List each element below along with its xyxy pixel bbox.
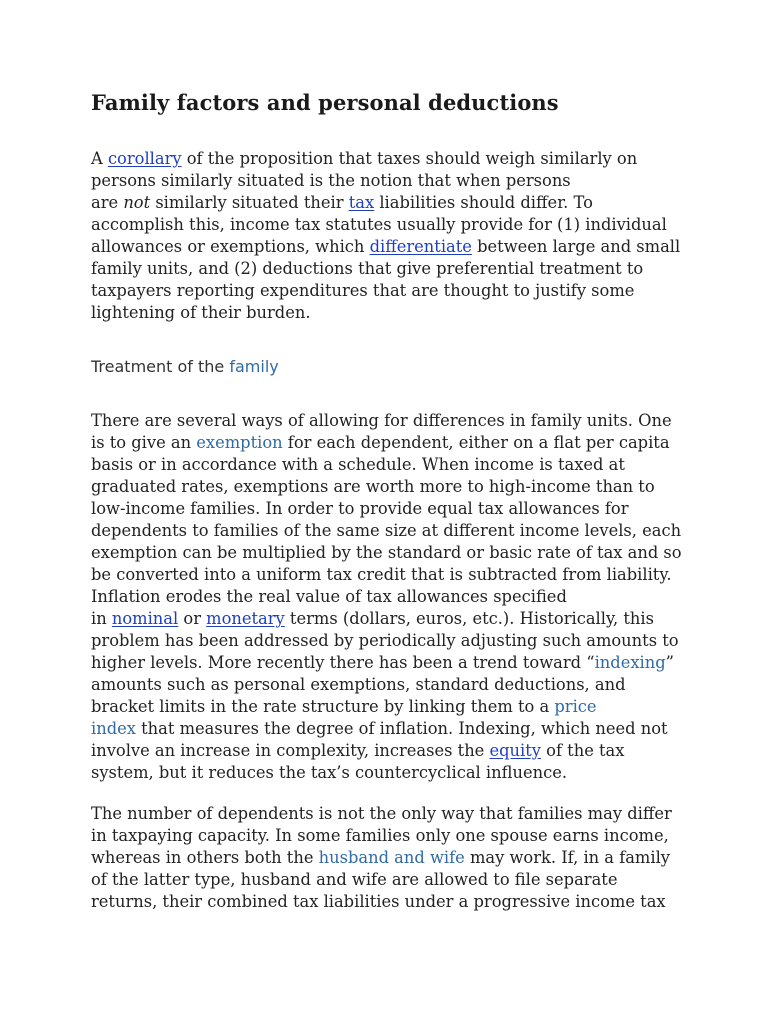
text-line: persons similarly situated is the notion that when persons <box>91 171 571 190</box>
text-line: whereas in others both the husband and wife may work. If, in a family <box>91 848 670 867</box>
text-line: There are several ways of allowing for differences in family units. One <box>91 411 672 430</box>
text-line: exemption can be multiplied by the standard or basic rate of tax and so <box>91 543 682 562</box>
link-price-index[interactable]: price <box>554 697 597 716</box>
link-tax[interactable]: tax <box>348 193 375 212</box>
text-line: bracket limits in the rate structure by linking them to a price <box>91 697 597 716</box>
text-line: higher levels. More recently there has been a trend toward “indexing” <box>91 653 674 672</box>
emphasis-not: not <box>123 193 151 212</box>
text-line: amounts such as personal exemptions, standard deductions, and <box>91 675 626 694</box>
text-line: index that measures the degree of inflation. Indexing, which need not <box>91 719 668 738</box>
link-family[interactable]: family <box>229 357 279 376</box>
text-line: of the latter type, husband and wife are allowed to file separate <box>91 870 618 889</box>
text-line: is to give an exemption for each dependent, either on a flat per capita <box>91 433 670 452</box>
link-equity[interactable]: equity <box>489 741 541 760</box>
link-differentiate[interactable]: differentiate <box>369 237 472 256</box>
link-corollary[interactable]: corollary <box>107 149 182 168</box>
text-line: A corollary of the proposition that taxes should weigh similarly on <box>91 149 638 168</box>
link-monetary[interactable]: monetary <box>206 609 285 628</box>
text-line: involve an increase in complexity, increases the equity of the tax <box>91 741 625 760</box>
text-line: family units, and (2) deductions that give preferential treatment to <box>91 259 644 278</box>
text-line: taxpayers reporting expenditures that are thought to justify some <box>91 281 635 300</box>
text-line: are not similarly situated their tax liabilities should differ. To <box>91 193 593 212</box>
paragraph-family-treatment <box>91 410 682 784</box>
text-line: in nominal or monetary terms (dollars, euros, etc.). Historically, this <box>91 609 654 628</box>
text-line: graduated rates, exemptions are worth more to high-income than to <box>91 477 655 496</box>
link-exemption[interactable]: exemption <box>196 433 283 452</box>
text-line: accomplish this, income tax statutes usually provide for (1) individual <box>91 215 667 234</box>
text-line: low-income families. In order to provide equal tax allowances for <box>91 499 629 518</box>
paragraph-intro <box>91 148 680 324</box>
text-line: system, but it reduces the tax’s countercyclical influence. <box>91 763 568 782</box>
text-line: returns, their combined tax liabilities under a progressive income tax <box>91 892 666 911</box>
link-nominal[interactable]: nominal <box>111 609 179 628</box>
paragraph-dependents <box>91 803 672 913</box>
text-line: lightening of their burden. <box>91 303 311 322</box>
link-indexing[interactable]: indexing <box>594 653 666 672</box>
text-line: in taxpaying capacity. In some families only one spouse earns income, <box>91 826 669 845</box>
link-price-index-cont[interactable]: index <box>91 719 136 738</box>
text-line: be converted into a uniform tax credit that is subtracted from liability. <box>91 565 672 584</box>
section-heading: Treatment of the family <box>91 357 279 376</box>
link-husband-and-wife[interactable]: husband and wife <box>318 848 465 867</box>
text-line: problem has been addressed by periodically adjusting such amounts to <box>91 631 679 650</box>
page-title: Family factors and personal deductions <box>91 90 559 115</box>
text-line: basis or in accordance with a schedule. When income is taxed at <box>91 455 625 474</box>
text-line: Inflation erodes the real value of tax allowances specified <box>91 587 567 606</box>
text-line: dependents to families of the same size at different income levels, each <box>91 521 682 540</box>
text-line: allowances or exemptions, which differentiate between large and small <box>91 237 681 256</box>
text-line: The number of dependents is not the only way that families may differ <box>91 804 672 823</box>
